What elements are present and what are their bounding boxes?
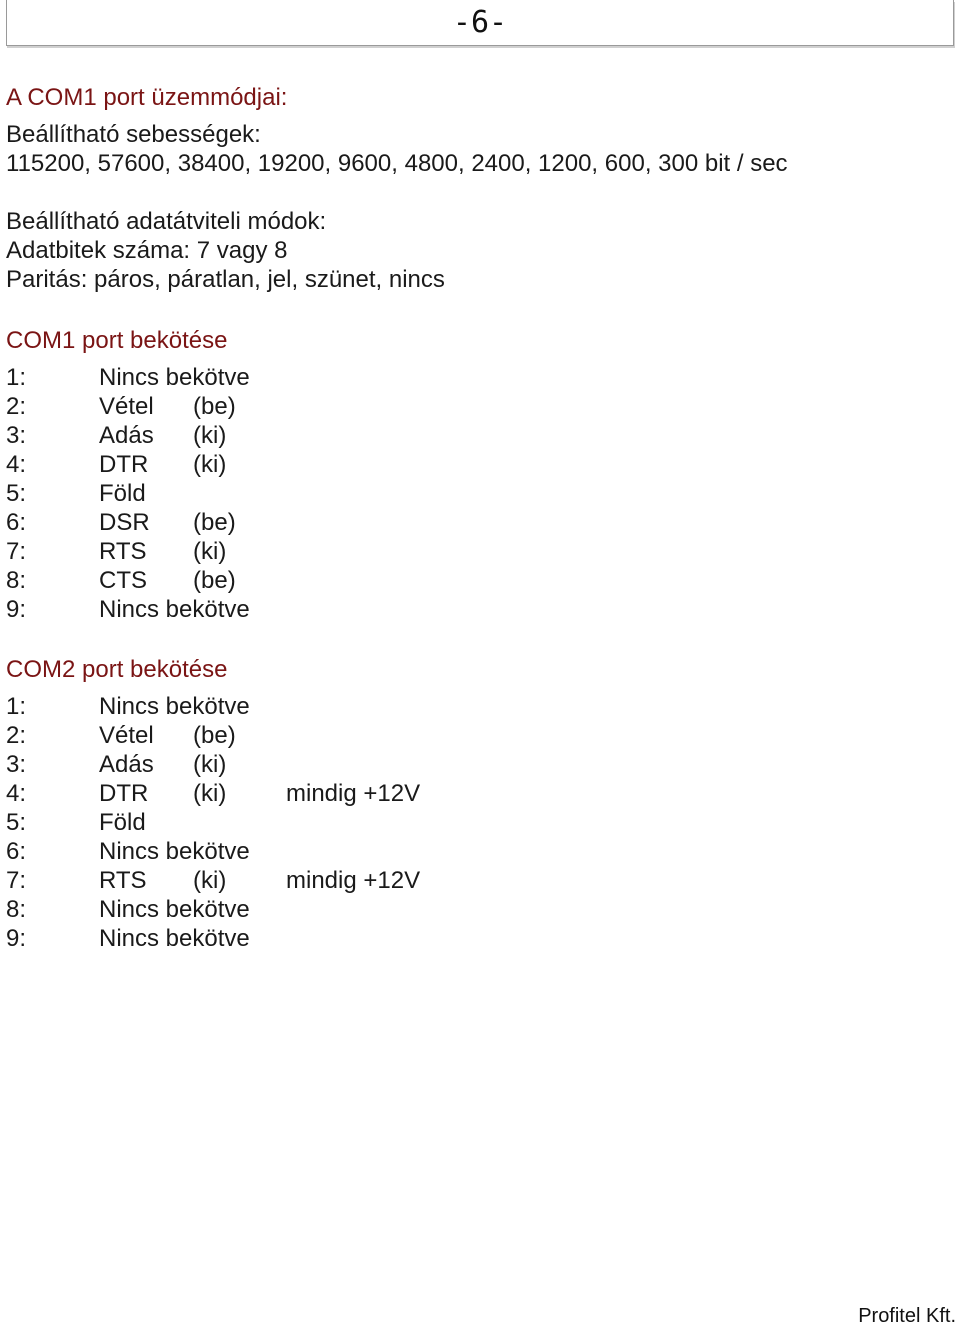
pin-row [6, 595, 946, 624]
document-body [6, 83, 946, 953]
pin-signal: Nincs bekötve [99, 838, 250, 865]
pin-signal: Vétel [99, 722, 154, 749]
footer-company: Profitel Kft. [858, 1305, 956, 1327]
pin-signal: DTR [99, 780, 149, 807]
pin-direction: (be) [193, 393, 236, 420]
pin-signal: DSR [99, 509, 150, 536]
pin-signal: DTR [99, 451, 149, 478]
pin-direction: (ki) [193, 751, 227, 778]
pin-row [6, 779, 946, 808]
data-bits: Adatbitek száma: 7 vagy 8 [6, 237, 288, 264]
pin-number: 5: [6, 480, 27, 507]
com1-pin-table [6, 363, 946, 624]
pin-signal: Nincs bekötve [99, 364, 250, 391]
com2-pin-table [6, 692, 946, 953]
pin-row [6, 924, 946, 953]
pin-direction [193, 479, 286, 508]
pin-number: 8: [6, 567, 27, 594]
pin-direction: (be) [193, 722, 236, 749]
pin-number: 6: [6, 509, 27, 536]
pin-number: 7: [6, 538, 27, 565]
pin-number: 4: [6, 451, 27, 478]
pin-signal: Nincs bekötve [99, 596, 250, 623]
pin-row [6, 566, 946, 595]
pin-signal: RTS [99, 538, 147, 565]
pin-signal: Föld [99, 480, 146, 507]
modes-title: A COM1 port üzemmódjai: [6, 84, 288, 111]
pin-signal: CTS [99, 567, 147, 594]
pin-direction: (ki) [193, 780, 227, 807]
speeds-values: 115200, 57600, 38400, 19200, 9600, 4800, 2400, 1200, 600, 300 bit / sec [6, 150, 788, 177]
pin-signal: Nincs bekötve [99, 896, 250, 923]
pin-direction: (be) [193, 509, 236, 536]
pin-signal: Föld [99, 809, 146, 836]
com1-title: COM1 port bekötése [6, 327, 228, 354]
pin-number: 1: [6, 364, 27, 391]
speeds-label: Beállítható sebességek: [6, 121, 261, 148]
pin-row [6, 508, 946, 537]
pin-direction: (ki) [193, 538, 227, 565]
pin-row [6, 837, 946, 866]
pin-number: 1: [6, 693, 27, 720]
pin-row [6, 450, 946, 479]
pin-row [6, 808, 946, 837]
pin-row [6, 692, 946, 721]
pin-number: 2: [6, 393, 27, 420]
pin-note: mindig +12V [286, 867, 421, 894]
pin-signal: Adás [99, 751, 154, 778]
pin-number: 8: [6, 896, 27, 923]
pin-number: 6: [6, 838, 27, 865]
pin-row [6, 895, 946, 924]
pin-number: 4: [6, 780, 27, 807]
pin-signal: Adás [99, 422, 154, 449]
pin-number: 9: [6, 925, 27, 952]
pin-direction: (ki) [193, 451, 227, 478]
pin-number: 3: [6, 422, 27, 449]
pin-row [6, 750, 946, 779]
pin-number: 7: [6, 867, 27, 894]
pin-number: 3: [6, 751, 27, 778]
pin-row [6, 537, 946, 566]
pin-signal: RTS [99, 867, 147, 894]
pin-row [6, 421, 946, 450]
pin-direction: (be) [193, 567, 236, 594]
pin-row [6, 479, 946, 508]
pin-direction: (ki) [193, 867, 227, 894]
com2-title: COM2 port bekötése [6, 656, 228, 683]
pin-signal: Vétel [99, 393, 154, 420]
pin-signal: Nincs bekötve [99, 925, 250, 952]
pin-row [6, 721, 946, 750]
pin-direction: (ki) [193, 422, 227, 449]
pin-row [6, 392, 946, 421]
pin-row [6, 363, 946, 392]
pin-direction [193, 808, 286, 837]
pin-signal: Nincs bekötve [99, 693, 250, 720]
pin-number: 2: [6, 722, 27, 749]
pin-number: 9: [6, 596, 27, 623]
page-number: -6- [452, 5, 508, 40]
pin-row [6, 866, 946, 895]
pin-note: mindig +12V [286, 780, 421, 807]
transfer-modes-label: Beállítható adatátviteli módok: [6, 208, 327, 235]
parity: Paritás: páros, páratlan, jel, szünet, nincs [6, 266, 445, 293]
page-header [6, 0, 954, 46]
pin-number: 5: [6, 809, 27, 836]
